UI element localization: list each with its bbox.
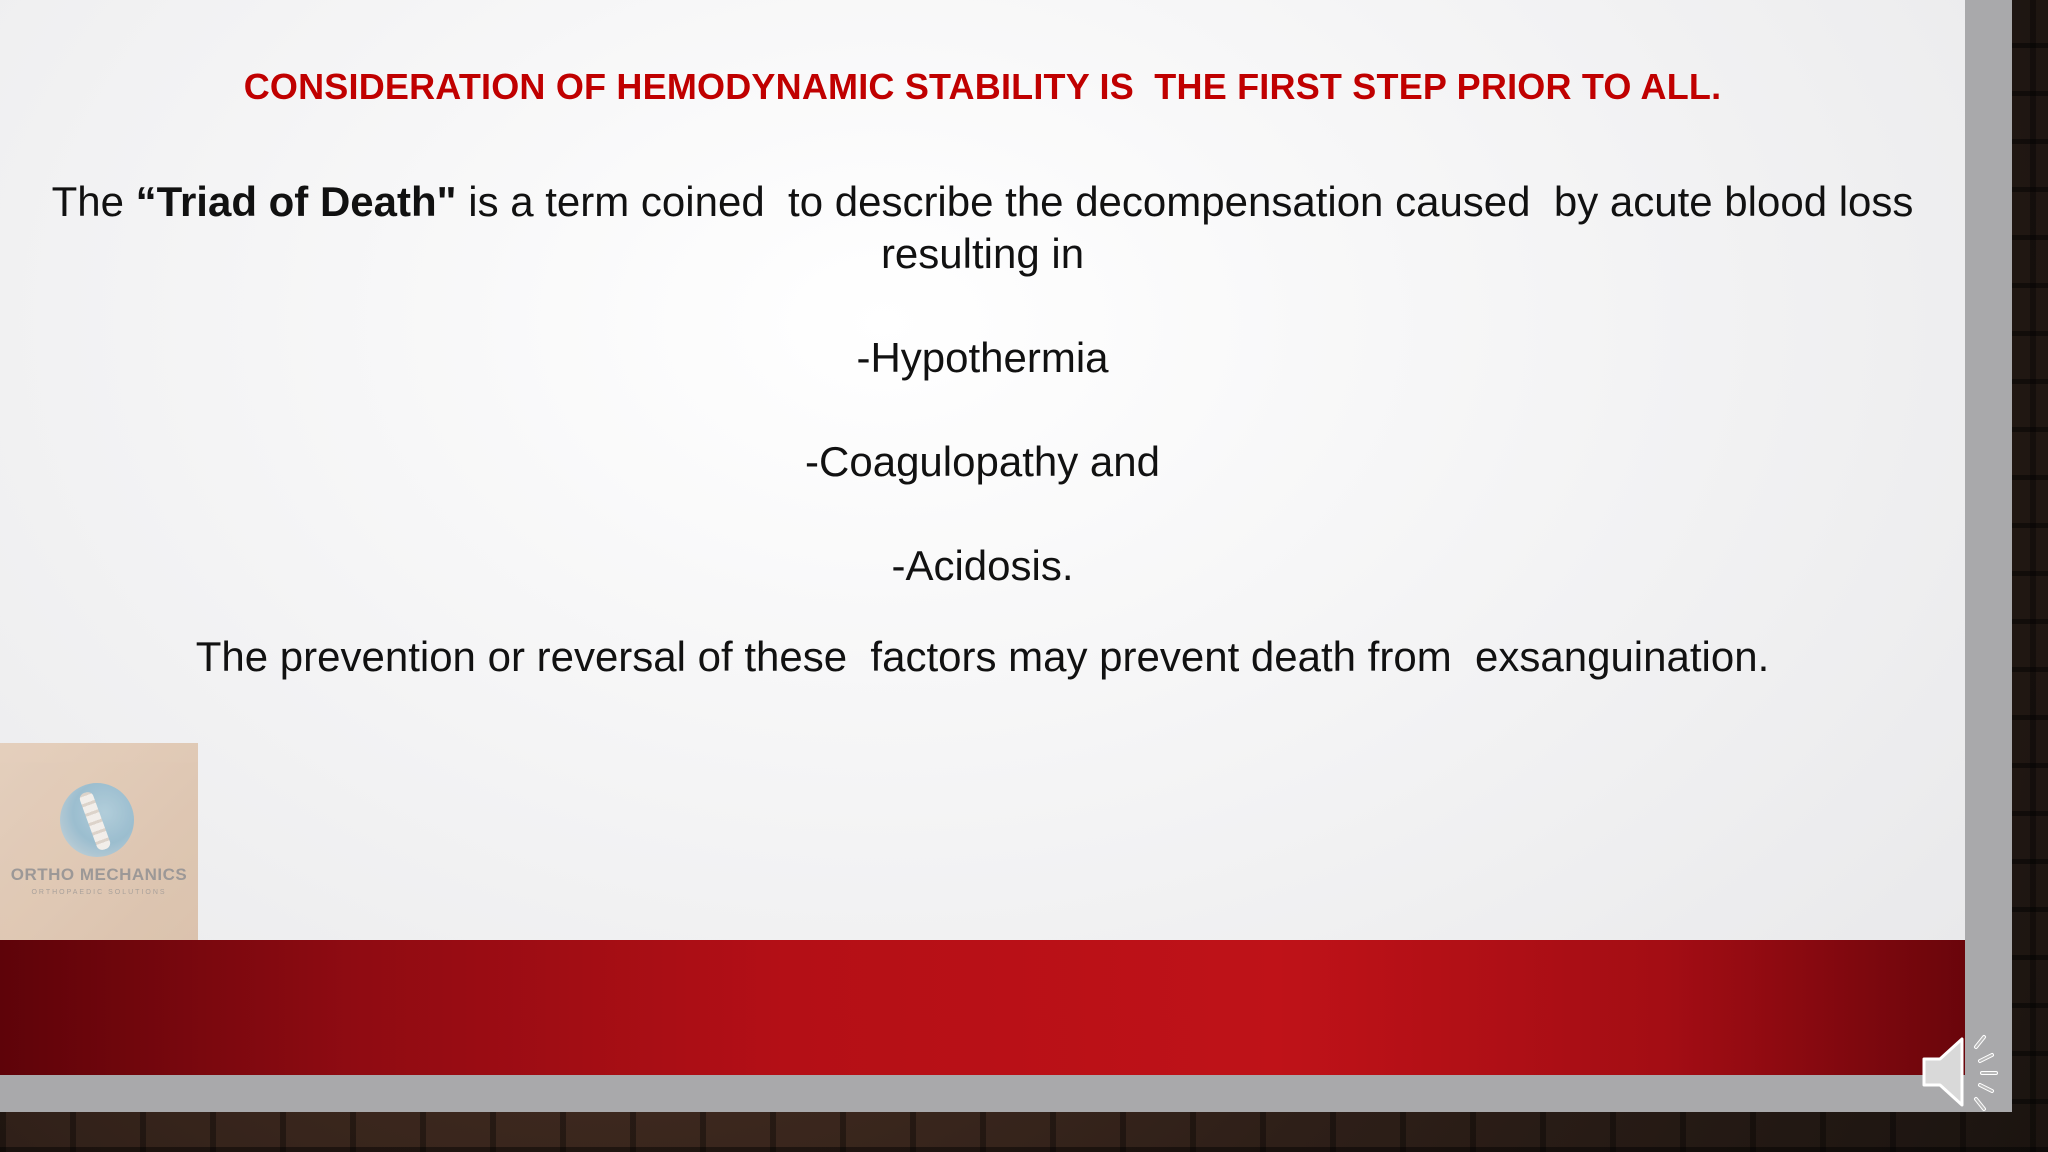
closing-statement: The prevention or reversal of these factors may prevent death from exsanguination. bbox=[195, 633, 1770, 680]
slide-body bbox=[0, 176, 1965, 592]
logo-name: ORTHO MECHANICS bbox=[10, 865, 188, 884]
slide-heading: CONSIDERATION OF HEMODYNAMIC STABILITY IS THE FIRST STEP PRIOR TO ALL. bbox=[243, 66, 1722, 107]
intro-paragraph bbox=[0, 176, 1965, 280]
intro-bold-term: “Triad of Death" bbox=[135, 178, 457, 225]
footer-band bbox=[0, 940, 1965, 1075]
list-item-hypothermia: -Hypothermia bbox=[856, 334, 1109, 381]
speaker-icon[interactable] bbox=[1918, 1025, 2004, 1119]
intro-prefix: The bbox=[51, 178, 136, 225]
list-item-acidosis: -Acidosis. bbox=[891, 542, 1074, 589]
ortho-mechanics-logo bbox=[0, 743, 198, 940]
list-item-coagulopathy: -Coagulopathy and bbox=[805, 438, 1160, 485]
logo-tagline: ORTHOPAEDIC SOLUTIONS bbox=[31, 889, 167, 896]
intro-suffix: is a term coined to describe the decompensation caused by acute blood loss resulting in bbox=[456, 178, 1926, 277]
